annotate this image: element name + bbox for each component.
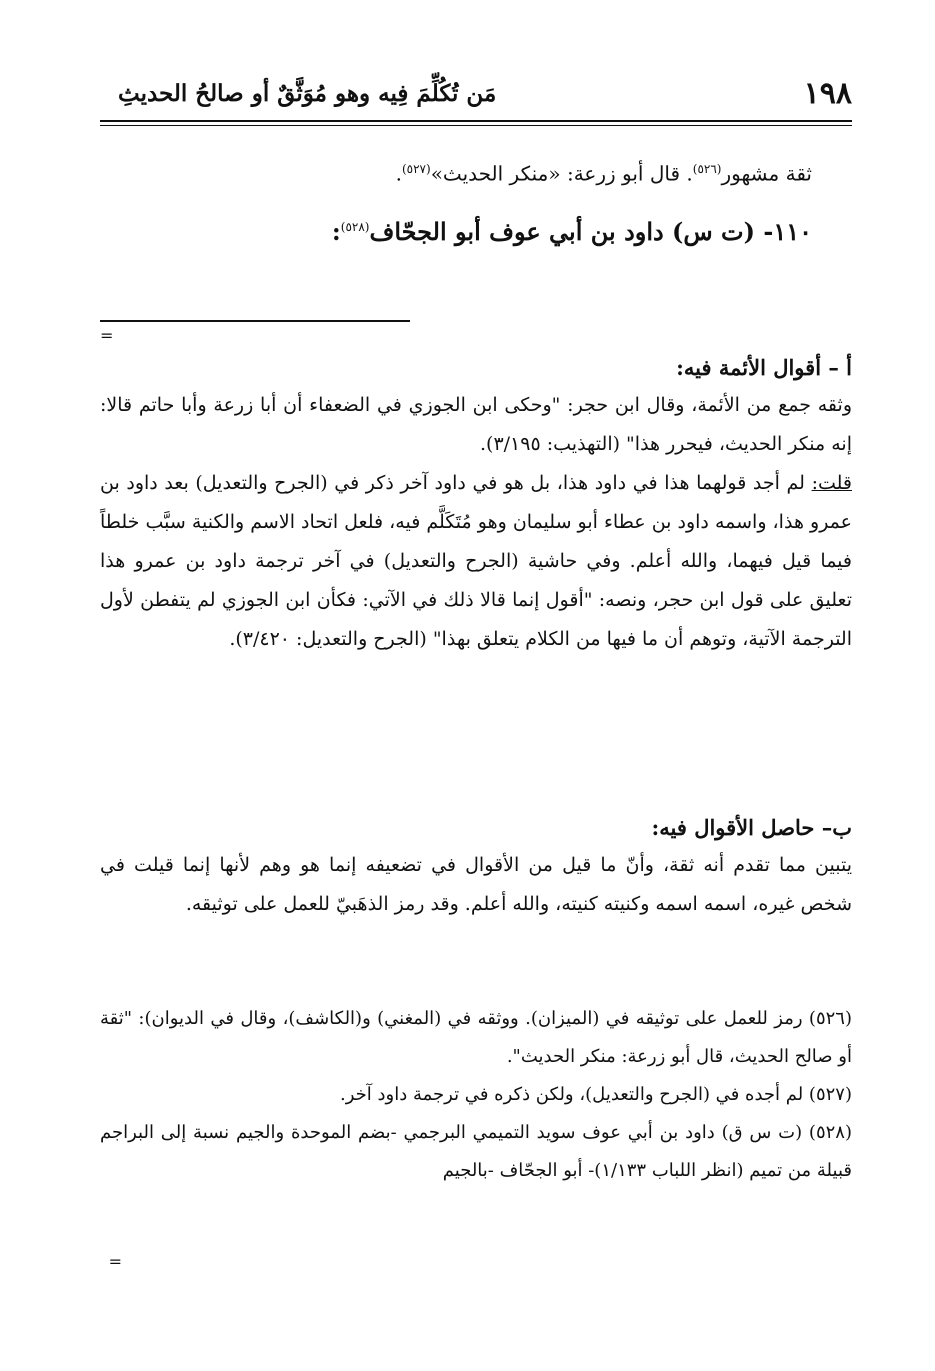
section-b — [100, 810, 852, 924]
continuation-mark: = — [108, 1252, 122, 1271]
entry-colon: : — [331, 216, 341, 246]
qult-label: قلت: — [811, 472, 852, 494]
section-a-para2 — [100, 464, 852, 659]
intro-block — [100, 150, 852, 252]
footnote-ref-526[interactable]: (٥٢٦) — [692, 162, 722, 176]
footnote-528: (٥٢٨) (ت س ق) داود بن أبي عوف سويد التميمي البرجمي -بضم الموحدة والجيم نسبة إلى البراجم قبيلة من تميم (انظر اللباب ١/١٣٣)- أبو الجحّاف -بالجيم — [100, 1122, 852, 1181]
running-title: مَن تُكُلِّمَ فِيه وهو مُوَثَّقٌ أو صالحُ الحديثِ — [118, 80, 497, 107]
footnote-ref-528[interactable]: (٥٢٨) — [340, 219, 370, 234]
header-rule-thin — [100, 125, 852, 126]
intro-line — [100, 150, 852, 193]
section-a-para2-text: لم أجد قولهما هذا في داود هذا، بل هو في داود آخر ذكر في (الجرح والتعديل) بعد داود بن عمرو هذا، واسمه داود بن عطاء أبو سليمان وهو مُتَكَلَّم فيه، فلعل اتحاد الاسم والكنية سبَّب خلطاً فيما قيل فيهما، والله أعلم. وفي حاشية (الجرح والتعديل) في آخر ترجمة داود بن عمرو هذا تعليق على قول ابن حجر، ونصه: "أقول إنما قالا ذلك في الآتي: فكأن ابن الجوزي لم يتفطن لأول الترجمة الآتية، وتوهم أن ما فيها من الكلام يتعلق بهذا" (الجرح والتعديل: ٣/٤٢٠). — [100, 472, 852, 650]
page-header — [100, 70, 852, 120]
section-b-heading: ب– حاصل الأقوال فيه: — [651, 815, 852, 840]
intro-text: ثقة مشهور — [721, 161, 812, 186]
footnote-ref-527[interactable]: (٥٢٧) — [401, 162, 431, 176]
intro-quote: . قال أبو زرعة: «منكر الحديث» — [430, 161, 693, 186]
section-b-para: يتبين مما تقدم أنه ثقة، وأنّ ما قيل من الأقوال في تضعيفه إنما هو وهم لأنها إنما قيلت في شخص غيره، اسمه اسمه وكنيته كنيته، والله أعلم. وقد رمز الذهَبيّ للعمل على توثيقه. — [100, 854, 852, 915]
entry-title-text: ١١٠- (ت س) داود بن أبي عوف أبو الجحّاف — [369, 216, 812, 246]
footnote-separator — [100, 320, 410, 322]
header-rule-thick — [100, 120, 852, 122]
section-a — [100, 350, 852, 659]
section-a-heading: أ – أقوال الأئمة فيه: — [676, 355, 852, 380]
footnotes — [100, 1000, 852, 1190]
entry-title — [100, 207, 812, 252]
page-number: ١٩٨ — [803, 76, 852, 111]
separator-mark: = — [100, 326, 114, 345]
section-a-para1: وثقه جمع من الأئمة، وقال ابن حجر: "وحكى ابن الجوزي في الضعفاء أن أبا زرعة وأبا حاتم قالا: إنه منكر الحديث، فيحرر هذا" (التهذيب: ٣/١٩٥). — [100, 394, 852, 455]
intro-end: . — [395, 161, 402, 186]
book-page — [100, 70, 852, 1330]
footnote-526: (٥٢٦) رمز للعمل على توثيقه في (الميزان). ووثقه في (المغني) و(الكاشف)، وقال في الديوان): "ثقة أو صالح الحديث، قال أبو زرعة: منكر الحديث". — [100, 1008, 852, 1067]
footnote-527: (٥٢٧) لم أجده في (الجرح والتعديل)، ولكن ذكره في ترجمة داود آخر. — [340, 1084, 852, 1105]
